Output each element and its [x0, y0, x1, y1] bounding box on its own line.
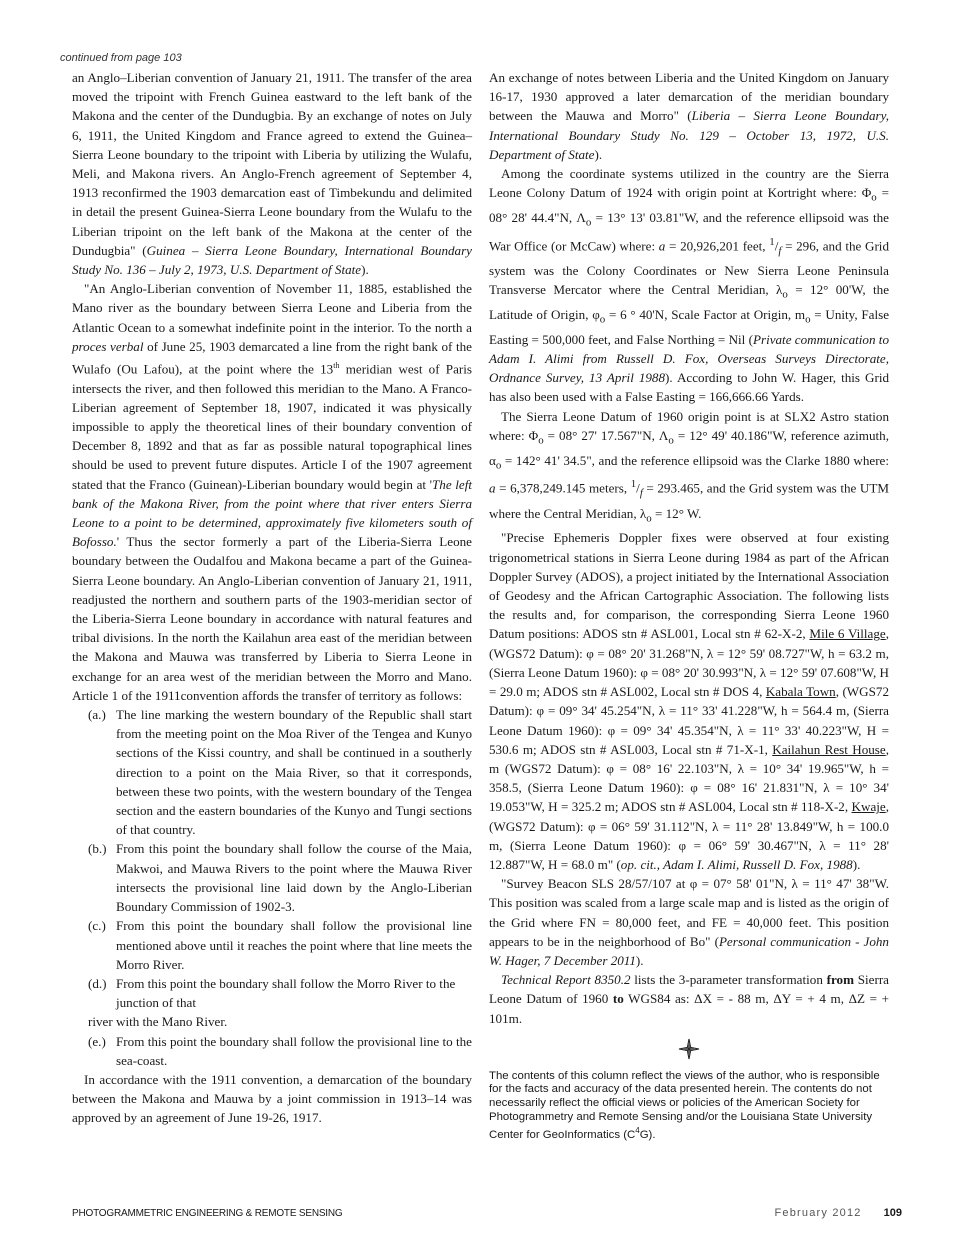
paragraph: The Sierra Leone Datum of 1960 origin point is at SLX2 Astro station where: $\Phi_o = 08^\circ$ 27' 17.567"N, $\Lambda_o = 12^\circ$ 49' 40.186"W, reference azimuth, $\alpha_o = 142^\circ$ 41' 34.5", and the reference ellipsoid was the Clarke 1880 where: a = 6,378,249.145 meters, $^1/_f = 293.465$, and the Grid system was the UTM where the Central Meridian, $\lambda_o = 12^\circ$ W.: [489, 408, 889, 525]
paragraph: Among the coordinate systems utilized in the country are the Sierra Leone Colony Datum of 1924 with origin point at Kortright where: $\Phi_o = 08^\circ$ 28' 44.4"N, $\Lambda_o = 13^\circ$ 13' 03.81"W, and the reference ellipsoid was the War Office (or McCaw) where: a = 20,926,201 feet, $^1/_f = 296$, and the Grid system was the Colony Coordinates or New Sierra Leone Peninsula Transverse Mercator where the Central Meridian, $\lambda_o = 12^\circ$ 00'W, the Latitude of Origin, $\varphi_o = 6$ ° 40'N, Scale Factor at Origin, $m_o$ = Unity, False Easting = 500,000 feet, and False Northing = Nil (Private communication to Adam I. Alimi from Russell D. Fox, Overseas Surveys Directorate, Ordnance Survey, 13 April 1988). According to John W. Hager, this Grid has also been used with a False Easting = 166,666.66 Yards.: [489, 166, 890, 405]
paragraph: "An Anglo-Liberian convention of November 11, 1885, established the Mano river as the boundary between Sierra Leone and Liberia from the Atlantic Ocean to a somewhat indefinite point in the interior. To the north a proces verbal of June 25, 1903 demarcated a line from the right bank of the Wulafo (Ou Lafou), at the point where the 13th meridian west of Paris intersects the river, and then followed this meridian to the Mano. A Franco-Liberian agreement of September 18, 1907, indicated it was physically impossible to apply the theoretical lines of their boundary convention of December 8, 1892 and that as far as possible natural topographical lines should be used to prevent future disputes. Article I of the 1907 agreement stated that the Franco (Guinean)-Liberian boundary would begin at 'The left bank of the Makona River, from the point where that river enters Sierra Leone to a point to be determined, approximately five kilometers south of Bofosso.' Thus the sector formerly a part of the Liberia-Sierra Leone boundary between the Oudalfou and Makona became a part of the Guinea-Sierra Leone boundary. An Anglo-Liberian convention of January 21, 1911, readjusted the northern and southern parts of the 1903-meridian sector of the Liberia-Sierra Leone boundary in accordance with natural features and tribal divisions. In the north the Kailahun area east of the meridian between the Makona and Mauwa was transferred by Liberia to Sierra Leone in exchange for an area west of the meridian between the Morro and Mano. Article 1 of the 1911convention affords the transfer of territory as follows:: [72, 281, 473, 703]
compass-star-icon: [678, 1038, 700, 1060]
station-name: Mile 6 Village: [809, 626, 886, 642]
disclaimer-note: The contents of this column reflect the views of the author, who is responsible for the facts and accuracy of the data presented herein. The contents do not necessarily reflect the official views or policies of the American Society for Photogrammetry and Remote Sensing and/or the Louisiana State University Center for GeoInformatics $(C^4G)$.: [489, 1069, 880, 1141]
paragraph: "Survey Beacon SLS 28/57/107 at φ = 07° 58' 01"N, λ = 11° 47' 38"W. This position was scaled from a large scale map and is listed as the origin of the Grid where FN = 80,000 feet, and FE = 40,000 feet. This position appears to be in the neighborhood of Bo" (Personal communication - John W. Hager, 7 December 2011).: [489, 876, 889, 968]
station-name: Kwaje: [851, 799, 886, 815]
paragraph: an Anglo–Liberian convention of January 21, 1911. The transfer of the area moved the tripoint with French Guinea eastward to the left bank of the Makona and the center of the Dundugbia. By an exchange of notes on July 6, 1911, the United Kingdom and France agreed to extend the Guinea–Sierra Leone boundary to the tripoint with Liberia by utilizing the Wulafu, Meli, and Makona rivers. An Anglo-French agreement of September 4, 1913 reconfirmed the 1903 demarcation east of Timbekundu and delimited in detail the present Guinea-Sierra Leone boundary from the Wulafu to the Liberian tripoint on the left bank of the Makona at the center of the Dundugbia" (Guinea – Sierra Leone Boundary, International Boundary Study No. 136 – July 2, 1973, U.S. Department of State).: [72, 70, 472, 278]
page-number: 109: [883, 1207, 902, 1219]
citation: Guinea – Sierra Leone Boundary, International Boundary Study No. 136 – July 2, 1973, U.S. Department of State: [72, 242, 472, 278]
list-item: (c.) From this point the boundary shall follow the provisional line mentioned above until it reaches the point where that line meets the Morro River.: [88, 918, 472, 972]
section-divider-ornament: [489, 1038, 889, 1060]
station-name: Kailahun Rest House: [772, 741, 886, 757]
station-name: Kabala Town: [765, 684, 836, 700]
quote: The left bank of the Makona River, from the point where that river enters Sierra Leone to a point to be determined, approximately five kilometers south of Bofosso.: [72, 476, 473, 550]
list-item: (a.) The line marking the western boundary of the Republic shall start from the meeting point on the Moa River of the Tengea and Kunyo sections of the Kissi country, and shall be continued in a southerly direction to a point on the Maia River, so that it corresponds, between these two points, with the western boundary of the Tengea section and the eastern boundaries of the Kunyo and Tungi sections of that country.: [88, 707, 472, 838]
citation: op. cit., Adam I. Alimi, Russell D. Fox, 1988: [620, 856, 853, 872]
paragraph: Technical Report 8350.2 lists the 3-parameter transformation from Sierra Leone Datum of 1960 to WGS84 as: ΔX = - 88 m, ΔY = + 4 m, ΔZ = + 101m.: [489, 972, 889, 1026]
right-column: [489, 68, 889, 1143]
list-item: (d.) From this point the boundary shall follow the Morro River to the junction of that: [88, 975, 456, 1011]
list-continuation: river with the Mano River.: [88, 1014, 228, 1030]
left-column: [72, 68, 472, 1128]
page-footer-right: [774, 1207, 902, 1219]
list-item: (e.) From this point the boundary shall follow the provisional line to the sea-coast.: [88, 1033, 472, 1068]
journal-name: PHOTOGRAMMETRIC ENGINEERING & REMOTE SENSING: [72, 1208, 343, 1219]
citation: Personal communication - John W. Hager, 7 December 2011: [489, 933, 889, 968]
paragraph: An exchange of notes between Liberia and the United Kingdom on January 16-17, 1930 approved a later demarcation of the meridian boundary between the Mauwa and Morro" (Liberia – Sierra Leone Boundary, International Boundary Study No. 129 – October 13, 1972, U.S. Department of State).: [489, 70, 890, 162]
paragraph: In accordance with the 1911 convention, a demarcation of the boundary between the Makona and Mauwa by a joint commission in 1913–14 was approved by an agreement of June 19-26, 1917.: [72, 1071, 472, 1126]
citation: Liberia – Sierra Leone Boundary, International Boundary Study No. 129 – October 13, 1972, U.S. Department of State: [489, 108, 890, 162]
list-item: (b.) From this point the boundary shall follow the course of the Maia, Makwoi, and Mauwa Rivers to the point where the Mauwa River intersects the provisional line laid down by the Anglo-Liberian Boundary Commission of 1902-3.: [88, 841, 472, 915]
citation: Private communication to Adam I. Alimi from Russell D. Fox, Overseas Surveys Directorate, Ordnance Survey, 13 April 1988: [489, 331, 889, 386]
continued-from-label: continued from page 103: [60, 52, 182, 64]
issue-date: February 2012: [774, 1207, 862, 1219]
paragraph: "Precise Ephemeris Doppler fixes were observed at four existing trigonometrical stations in Sierra Leone during 1984 as part of the African Doppler Survey (ADOS), a project initiated by the International Association of Geodesy and the African Cartographic Association. The following lists the results and, for comparison, the corresponding Sierra Leone 1960 Datum positions: ADOS stn # ASL001, Local stn # 62-X-2, Mile 6 Village, (WGS72 Datum): φ = 08° 20' 31.268"N, λ = 12° 59' 08.727"W, h = 63.2 m, (Sierra Leone Datum 1960): φ = 08° 20' 30.993"N, λ = 12° 59' 07.608"W, H = 29.0 m; ADOS stn # ASL002, Local stn # DOS 4, Kabala Town, (WGS72 Datum): φ = 09° 34' 45.254"N, λ = 11° 33' 41.228"W, h = 564.4 m, (Sierra Leone Datum 1960): φ = 09° 34' 45.354"N, λ = 11° 33' 40.223"W, H = 530.6 m; ADOS stn # ASL003, Local stn # 71-X-1, Kailahun Rest House, m (WGS72 Datum): φ = 08° 16' 22.103"N, λ = 10° 34' 19.965"W, h = 358.5, (Sierra Leone Datum 1960): φ = 08° 16' 21.831"N, λ = 10° 34' 19.053"W, H = 325.2 m; ADOS stn # ASL004, Local stn # 118-X-2, Kwaje, (WGS72 Datum): φ = 06° 59' 31.112"N, λ = 11° 28' 13.849"W, h = 100.0 m, (Sierra Leone Datum 1960): φ = 06° 59' 30.467"N, λ = 11° 28' 12.887"W, H = 68.0 m" (op. cit., Adam I. Alimi, Russell D. Fox, 1988).: [489, 530, 889, 872]
